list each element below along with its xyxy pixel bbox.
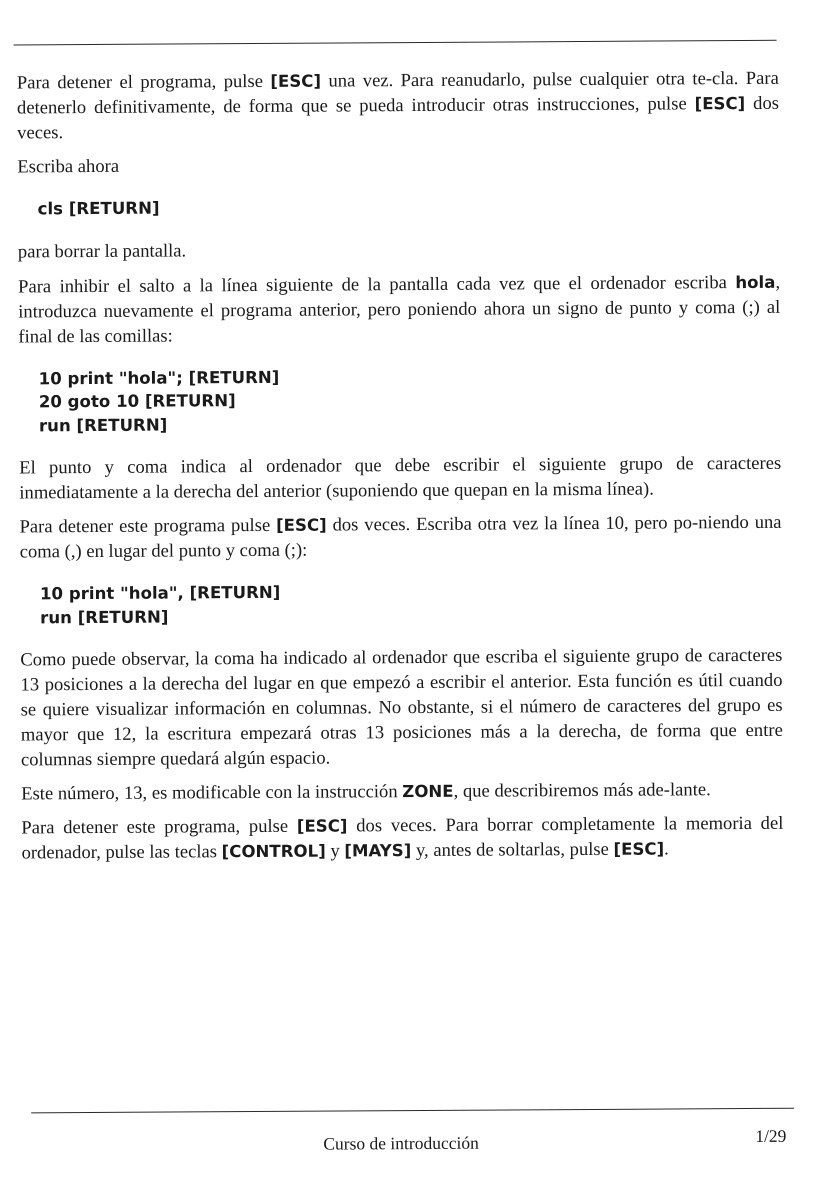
paragraph-clear-screen: para borrar la pantalla. [17, 239, 187, 262]
key-esc: [ESC] [270, 71, 322, 91]
code-block-cls [38, 193, 780, 221]
code-block-comma [40, 578, 782, 630]
paragraph-semicolon-explanation: El punto y coma indica al ordenador que debe escribir el siguiente grupo de caracteres inmediatamente a la derecha del anterior (suponiendo que quepan en la misma línea). [19, 452, 782, 504]
footer-title: Curso de introducción [323, 1132, 479, 1154]
paragraph-inhibit-newline: Para inhibir el salto a la línea siguiente de la pantalla cada vez que el ordenador escriba hola, introduzca nuevamente el programa anterior, pero poniendo ahora un signo de punto y coma (;) al final de las comillas: [18, 271, 781, 347]
body-text [17, 66, 784, 875]
keyword-hola: hola [735, 272, 776, 292]
key-esc: [ESC] [296, 816, 348, 836]
keyword-zone: ZONE [402, 781, 454, 802]
code-line: run [RETURN] [40, 607, 169, 627]
header-rule [14, 40, 777, 46]
paragraph-clear-memory: Para detener este programa, pulse [ESC] dos veces. Para borrar completamente la memoria del ordenador, pulse las teclas [CONTROL] y [MAYS] y, antes de soltarlas, pulse [ESC]. [21, 812, 784, 864]
code-line: 10 print "hola", [RETURN] [39, 582, 281, 604]
code-line: cls [RETURN] [37, 198, 160, 219]
page-number: 1/29 [755, 1125, 787, 1146]
key-mays: [MAYS] [344, 841, 412, 861]
paragraph-comma-explanation: Como puede observar, la coma ha indicado al ordenador que escriba el siguiente grupo de caracteres 13 posiciones a la derecha del lugar en que empezó a escribir el anterior. Esta función es útil cuando se quiere visualizar información en columnas. No obstante, si el número de caracteres del grupo es mayor que 12, la escritura empezará otras 13 posiciones más a la derecha, de forma que entre columnas siempre quedará algún espacio. [20, 644, 783, 771]
paragraph-write-now: Escriba ahora [17, 155, 120, 178]
paragraph-zone: Este número, 13, es modificable con la instrucción ZONE, que describiremos más ade-lante. [21, 779, 711, 805]
key-esc: [ESC] [694, 94, 746, 114]
code-line: 10 print "hola"; [RETURN] [38, 367, 280, 388]
code-block-semicolon [39, 362, 781, 437]
footer-rule [31, 1108, 794, 1114]
paragraph-comma-instead: Para detener este programa pulse [ESC] dos veces. Escriba otra vez la línea 10, pero po-niendo una coma (,) en lugar del punto y coma (;): [19, 511, 782, 563]
paragraph-stop-program: Para detener el programa, pulse [ESC] una vez. Para reanudarlo, pulse cualquier otra te-cla. Para detenerlo definitivamente, de forma que se pueda introducir otras instrucciones, pulse [ESC] dos veces. [16, 67, 780, 144]
code-line: run [RETURN] [38, 415, 168, 435]
key-esc: [ESC] [613, 839, 665, 859]
key-control: [CONTROL] [221, 841, 326, 862]
code-line: 20 goto 10 [RETURN] [38, 391, 236, 412]
key-esc: [ESC] [275, 515, 327, 535]
